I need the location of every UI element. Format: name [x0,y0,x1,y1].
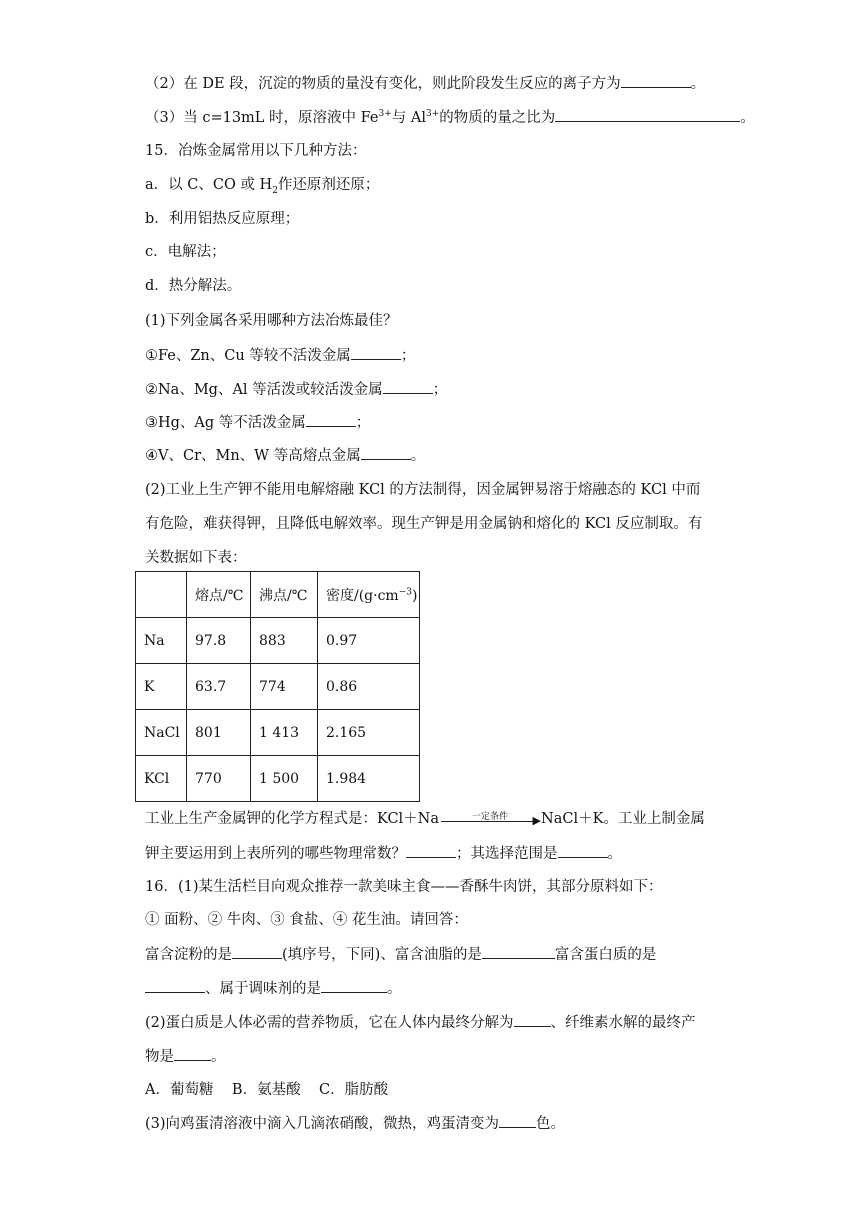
q15-sub2-line: 有危险，难获得钾，且降低电解效率。现生产钾是用金属钠和熔化的 KCl 反应制取。有 [145,516,703,532]
table-cell: 1 413 [251,710,318,756]
equation-followup: 钾主要运用到上表所列的哪些物理常数？ ；其选择范围是 。 [145,843,622,864]
answer-blank[interactable] [321,978,387,993]
answer-blank[interactable] [499,1113,536,1128]
q16-line: 富含淀粉的是 (填序号，下同)、富含油脂的是 富含蛋白质的是 [145,944,656,965]
table-cell: 0.97 [318,618,420,664]
method-b: b．利用铝热反应原理； [145,211,300,227]
answer-blank[interactable] [482,944,555,959]
answer-blank[interactable] [555,107,740,122]
q16-line: 物是 。 [145,1046,226,1067]
q16-line: 、属于调味剂的是 。 [145,978,402,999]
answer-blank[interactable] [232,944,282,959]
answer-blank[interactable] [383,379,433,394]
table-row [136,710,420,756]
answer-blank[interactable] [145,978,205,993]
q15-sub1-item: ④V、Cr、Mn、W 等高熔点金属 。 [145,445,425,466]
table-cell: 883 [251,618,318,664]
table-header-cell: 熔点/℃ [187,572,251,618]
answer-blank[interactable] [351,345,401,360]
q15-sub1-item: ②Na、Mg、Al 等活泼或较活泼金属 ； [145,379,447,400]
table-cell: 2.165 [318,710,420,756]
q15-sub1-item: ③Hg、Ag 等不活泼金属 ； [145,412,370,433]
q15-title: 15．冶炼金属常用以下几种方法： [145,143,367,159]
answer-blank[interactable] [514,1012,551,1027]
answer-blank[interactable] [306,412,356,427]
q16-line: (2)蛋白质是人体必需的营养物质，它在人体内最终分解为 、纤维素水解的最终产 [145,1012,696,1033]
table-cell: 0.86 [318,664,420,710]
method-a: a．以 C、CO 或 $H_2$作还原剂还原； [145,177,380,196]
table-cell: 770 [187,756,251,802]
table-cell: 97.8 [187,618,251,664]
table-row [136,756,420,802]
answer-blank[interactable] [406,843,456,858]
answer-blank[interactable] [621,73,691,88]
table-header-row [136,572,420,618]
table-row [136,618,420,664]
table-cell: 1.984 [318,756,420,802]
q15-sub2-line: (2)工业上生产钾不能用电解熔融 KCl 的方法制得，因金属钾易溶于熔融态的 KCl 中而 [145,482,701,498]
table-cell: 774 [251,664,318,710]
q16-options: A．葡萄糖 B．氨基酸 C．脂肪酸 [145,1082,389,1098]
table-cell: KCl [136,756,187,802]
q15-sub1-title: (1)下列金属各采用哪种方法冶炼最佳？ [145,313,398,329]
method-c: c．电解法； [145,244,226,260]
q16-line: 16．(1)某生活栏目向观众推荐一款美味主食——香酥牛肉饼，其部分原料如下： [145,879,663,895]
table-cell: 1 500 [251,756,318,802]
method-d: d．热分解法。 [145,278,242,294]
properties-table [135,571,420,802]
table-cell: Na [136,618,187,664]
answer-blank[interactable] [558,843,608,858]
table-cell: NaCl [136,710,187,756]
q14-part2: （2）在 DE 段，沉淀的物质的量没有变化，则此阶段发生反应的离子方为 。 [145,73,705,94]
q14-part3: （3）当 c=13mL 时，原溶液中 $Fe^{3+}$与 $Al^{3+}$的物质的量之比为 。 [145,107,755,128]
table-cell: K [136,664,187,710]
table-cell: 801 [187,710,251,756]
table-cell: 63.7 [187,664,251,710]
table-header-cell: 密度$/(g\cdot cm^{-3})$ [318,572,420,618]
table-header-cell [136,572,187,618]
reaction-arrow: 一定条件 ▶ [439,809,541,829]
q16-line: ① 面粉、② 牛肉、③ 食盐、④ 花生油。请回答： [145,912,468,928]
table-row [136,664,420,710]
q16-line: (3)向鸡蛋清溶液中滴入几滴浓硝酸，微热，鸡蛋清变为 色。 [145,1113,565,1134]
equation-line: 工业上生产金属钾的化学方程式是：KCl＋Na 一定条件 ▶ NaCl＋K。工业上制金属 [145,811,705,827]
q15-sub1-item: ①Fe、Zn、Cu 等较不活泼金属 ； [145,345,415,366]
answer-blank[interactable] [174,1046,211,1061]
table-header-cell: 沸点/℃ [251,572,318,618]
q15-sub2-line: 关数据如下表： [145,550,247,566]
answer-blank[interactable] [361,445,411,460]
